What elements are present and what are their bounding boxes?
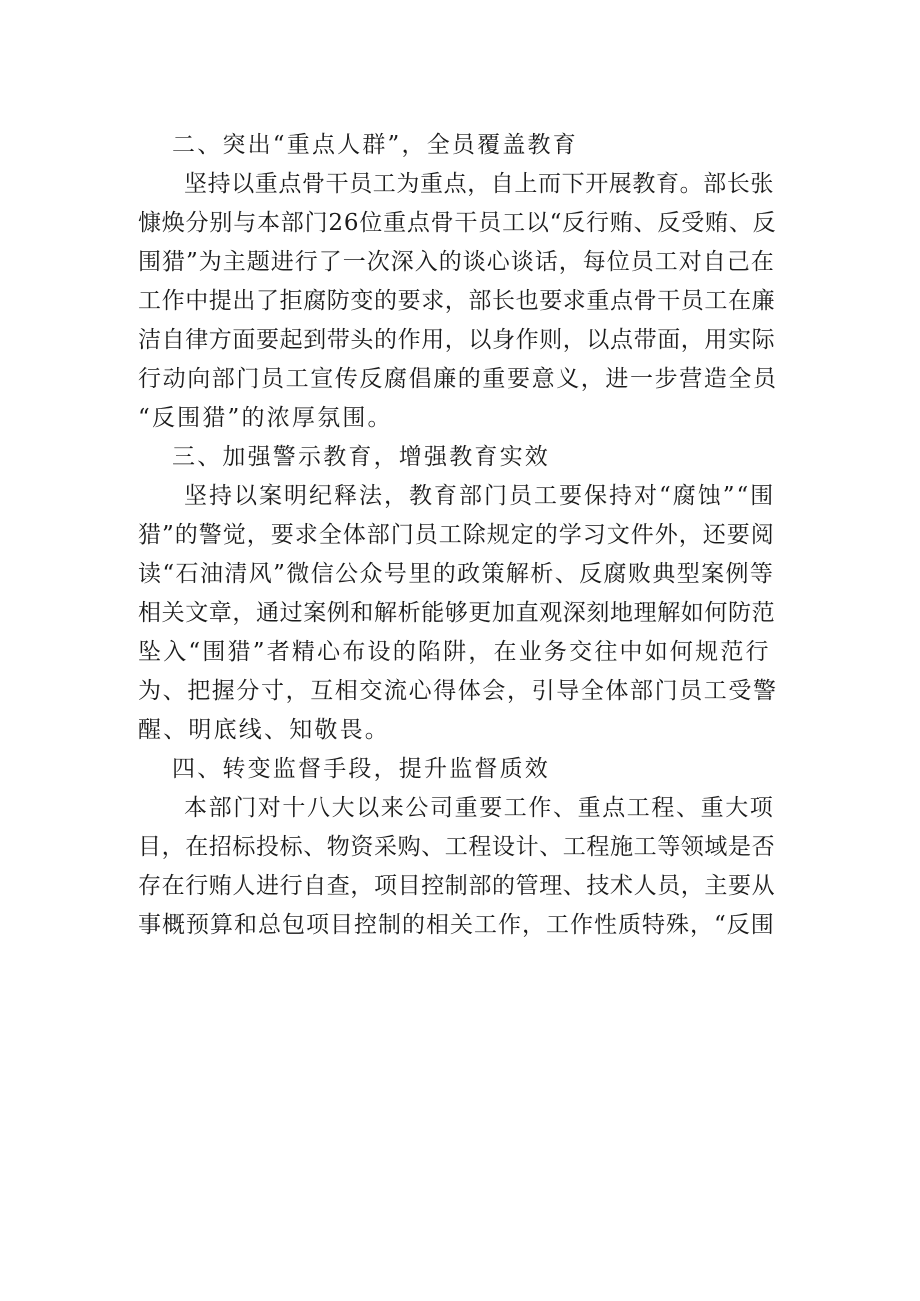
paragraph-line: 醒、明底线、知敬畏。 <box>138 717 390 743</box>
paragraph-line: 相关文章，通过案例和解析能够更加直观深刻地理解如何防范 <box>138 600 776 626</box>
paragraph-line: 洁自律方面要起到带头的作用，以身作则，以点带面，用实际 <box>138 327 776 353</box>
section-heading: 三、加强警示教育，增强教育实效 <box>172 444 550 470</box>
paragraph-line: 为、把握分寸，互相交流心得体会，引导全体部门员工受警 <box>138 678 778 704</box>
paragraph-line: 坠入“围猎”者精心布设的陷阱，在业务交往中如何规范行 <box>138 639 771 665</box>
paragraph-line: 猎”的警觉，要求全体部门员工除规定的学习文件外，还要阅 <box>138 522 775 548</box>
paragraph-line: 行动向部门员工宣传反腐倡廉的重要意义，进一步营造全员 <box>138 366 778 392</box>
section-heading: 四、转变监督手段，提升监督质效 <box>172 756 550 782</box>
section-heading: 二、突出“重点人群”，全员覆盖教育 <box>172 132 578 158</box>
paragraph-line: 本部门对十八大以来公司重要工作、重点工程、重大项 <box>184 795 775 821</box>
paragraph-line: 坚持以重点骨干员工为重点，自上而下开展教育。部长张 <box>184 171 774 197</box>
paragraph-line: 慷焕分别与本部门26位重点骨干员工以“反行贿、反受贿、反 <box>138 210 777 236</box>
paragraph-line: 坚持以案明纪释法，教育部门员工要保持对“腐蚀”“围 <box>184 483 776 509</box>
paragraph-line: 围猎”为主题进行了一次深入的谈心谈话，每位员工对自己在 <box>138 249 775 275</box>
paragraph-line: 存在行贿人进行自查，项目控制部的管理、技术人员，主要从 <box>138 873 776 899</box>
paragraph-line: 目，在招标投标、物资采购、工程设计、工程施工等领域是否 <box>138 834 776 860</box>
paragraph-line: 工作中提出了拒腐防变的要求，部长也要求重点骨干员工在廉 <box>138 288 776 314</box>
document-body <box>138 126 778 945</box>
paragraph-line: 读“石油清风”微信公众号里的政策解析、反腐败典型案例等 <box>138 561 775 587</box>
paragraph-line: “反围猎”的浓厚氛围。 <box>138 405 393 431</box>
paragraph-line: 事概预算和总包项目控制的相关工作，工作性质特殊，“反围 <box>138 912 775 938</box>
